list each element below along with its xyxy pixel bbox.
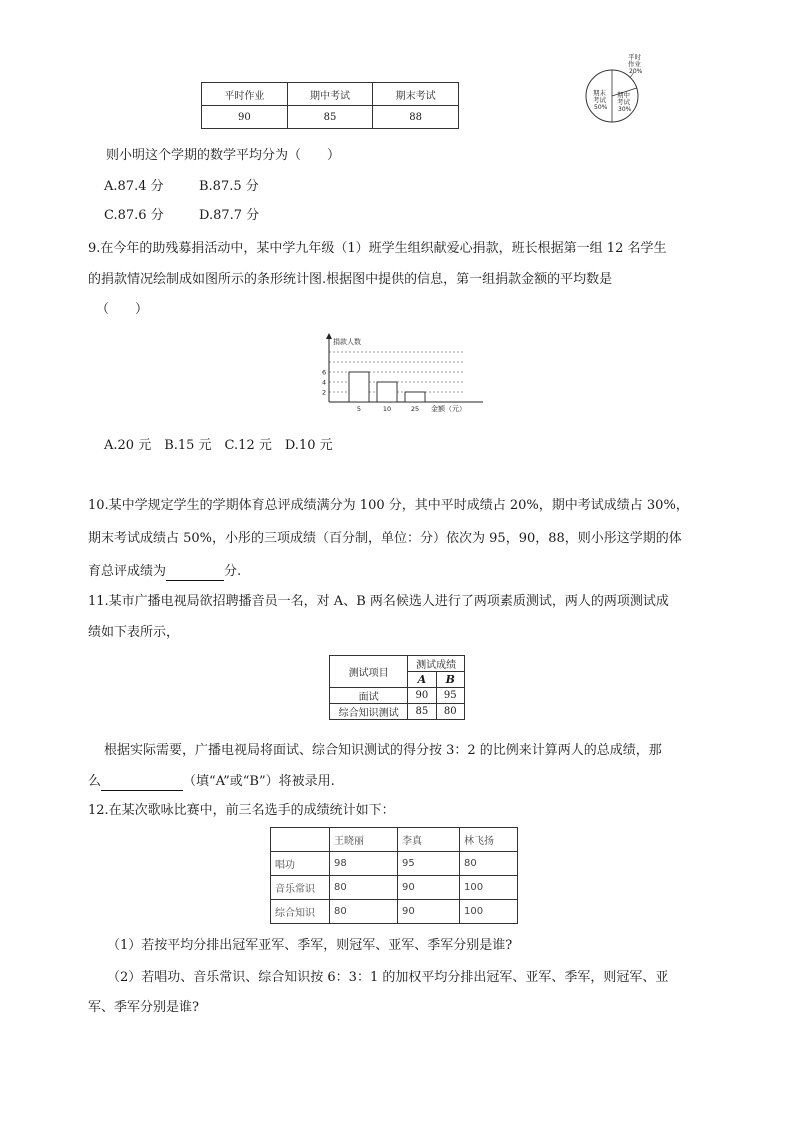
q11-line-2: 绩如下表所示， (88, 625, 180, 640)
candidate-score-table (329, 655, 465, 720)
q10-line-1: 10.某中学规定学生的学期体育总评成绩满分为 100 分，其中平时成绩占 20%，期中考试成绩占 30%， (88, 498, 689, 513)
q12-line-1: 12.在某次歌咏比赛中，前三名选手的成绩统计如下： (88, 803, 395, 818)
pie-label-final-1: 期末 (593, 89, 606, 97)
weight-pie-chart (584, 52, 654, 128)
table-cell: 面试 (330, 688, 408, 704)
y-axis-label: 捐款人数 (333, 338, 361, 346)
bar (377, 382, 397, 402)
q8-option-c: C.87.6 分 (104, 208, 164, 223)
table-cell: 80 (436, 704, 464, 720)
bar (405, 392, 425, 402)
table-cell: 80 (330, 900, 398, 924)
table-row (202, 83, 459, 106)
q8-option-b: B.87.5 分 (199, 179, 259, 194)
q10-answer-blank[interactable] (166, 562, 224, 581)
table-header-cell: 期末考试 (373, 83, 459, 106)
table-row (330, 704, 465, 720)
q10-line-3 (88, 562, 241, 581)
table-cell: 95 (436, 688, 464, 704)
q12-sub-question-2-line-1: （2）若唱功、音乐常识、综合知识按 6：3：1 的加权平均分排出冠军、亚军、季军，则冠军、亚 (107, 970, 669, 985)
table-header-cell: 测试项目 (330, 656, 408, 688)
table-header-cell: 测试成绩 (408, 656, 465, 672)
q11-line-1: 11.某市广播电视局欲招聘播音员一名，对 A、B 两名候选人进行了两项素质测试，两人的两项测试成 (88, 594, 669, 609)
q9-line-1: 9.在今年的助残募捐活动中，某中学九年级（1）班学生组织献爱心捐款，班长根据第一组 12 名学生 (88, 241, 667, 256)
x-tick-label: 25 (410, 405, 420, 413)
q9-options: A.20 元 B.15 元 C.12 元 D.10 元 (104, 438, 333, 453)
y-tick-label: 4 (322, 378, 327, 387)
table-header-cell: 期中考试 (287, 83, 373, 106)
table-row (330, 688, 465, 704)
table-row (271, 900, 518, 924)
table-cell: 95 (398, 852, 460, 876)
singer-score-table (270, 827, 518, 924)
table-cell: 唱功 (271, 852, 330, 876)
table-cell: 90 (202, 106, 288, 129)
x-tick-label: 5 (356, 405, 362, 413)
q11-line-4-text: 么 (88, 774, 102, 789)
pie-label-final-pct: 50% (594, 104, 608, 111)
pie-label-homework-pct: 20% (629, 68, 643, 75)
table-cell: 85 (408, 704, 436, 720)
table-header-cell: 李真 (398, 828, 460, 852)
table-cell: 综合知识测试 (330, 704, 408, 720)
pie-label-homework-2: 作业 (628, 60, 641, 68)
x-axis-label: 金额（元） (431, 405, 466, 413)
donation-bar-chart (313, 332, 488, 422)
pie-label-midterm-1: 期中 (617, 91, 630, 99)
bar (349, 372, 369, 402)
table-row (271, 852, 518, 876)
bars (349, 372, 425, 402)
table-cell: 90 (398, 900, 460, 924)
table-header-cell: 平时作业 (202, 83, 288, 106)
table-cell: 90 (398, 876, 460, 900)
table-cell: 88 (373, 106, 459, 129)
table-cell: 100 (460, 900, 518, 924)
q11-line-4 (88, 772, 335, 791)
table-cell: 80 (330, 876, 398, 900)
y-tick-labels (322, 369, 326, 397)
y-tick-label: 2 (322, 388, 327, 397)
table-cell: 综合知识 (271, 900, 330, 924)
table-cell: 音乐常识 (271, 876, 330, 900)
table-header-cell: B (436, 672, 464, 688)
q10-line-3-end: 分. (224, 564, 242, 579)
q10-line-3-text: 育总评成绩为 (88, 564, 167, 579)
table-cell: 80 (460, 852, 518, 876)
table-header-cell (271, 828, 330, 852)
y-tick-label: 6 (322, 368, 327, 377)
x-tick-labels (357, 405, 419, 413)
table-cell: 100 (460, 876, 518, 900)
q11-line-4-end: （填“A”或“B”）将被录用. (183, 774, 335, 789)
table-row (271, 876, 518, 900)
pie-label-homework-1: 平时 (628, 53, 641, 61)
q9-line-2: 的捐款情况绘制成如图所示的条形统计图.根据图中提供的信息，第一组捐款金额的平均数是 (88, 272, 613, 287)
table-header-cell: 王晓丽 (330, 828, 398, 852)
pie-label-midterm-2: 考试 (617, 98, 630, 106)
table-row (330, 656, 465, 672)
q8-question: 则小明这个学期的数学平均分为（ ） (106, 148, 341, 163)
q8-option-a: A.87.4 分 (104, 179, 164, 194)
table-cell: 85 (287, 106, 373, 129)
q10-line-2: 期末考试成绩占 50%，小彤的三项成绩（百分制，单位：分）依次为 95，90，88，则小彤这学期的体 (88, 531, 682, 546)
q12-sub-question-1: （1）若按平均分排出冠军亚军、季军，则冠军、亚军、季军分别是谁? (107, 938, 513, 953)
q11-line-3: 根据实际需要，广播电视局将面试、综合知识测试的得分按 3：2 的比例来计算两人的总成绩，那 (104, 743, 662, 758)
table-header-cell: A (408, 672, 436, 688)
table-row (271, 828, 518, 852)
table-row (202, 106, 459, 129)
q11-answer-blank[interactable] (101, 772, 183, 791)
table-cell: 90 (408, 688, 436, 704)
x-tick-label: 10 (382, 405, 392, 413)
q8-option-d: D.87.7 分 (199, 208, 260, 223)
pie-label-final-2: 考试 (593, 96, 606, 104)
pie-label-midterm-pct: 30% (618, 106, 632, 113)
q12-sub-question-2-line-2: 军、季军分别是谁? (88, 1000, 199, 1015)
table-cell: 98 (330, 852, 398, 876)
table-header-cell: 林飞扬 (460, 828, 518, 852)
q9-line-3: （ ） (96, 302, 149, 317)
grade-table (201, 82, 459, 129)
